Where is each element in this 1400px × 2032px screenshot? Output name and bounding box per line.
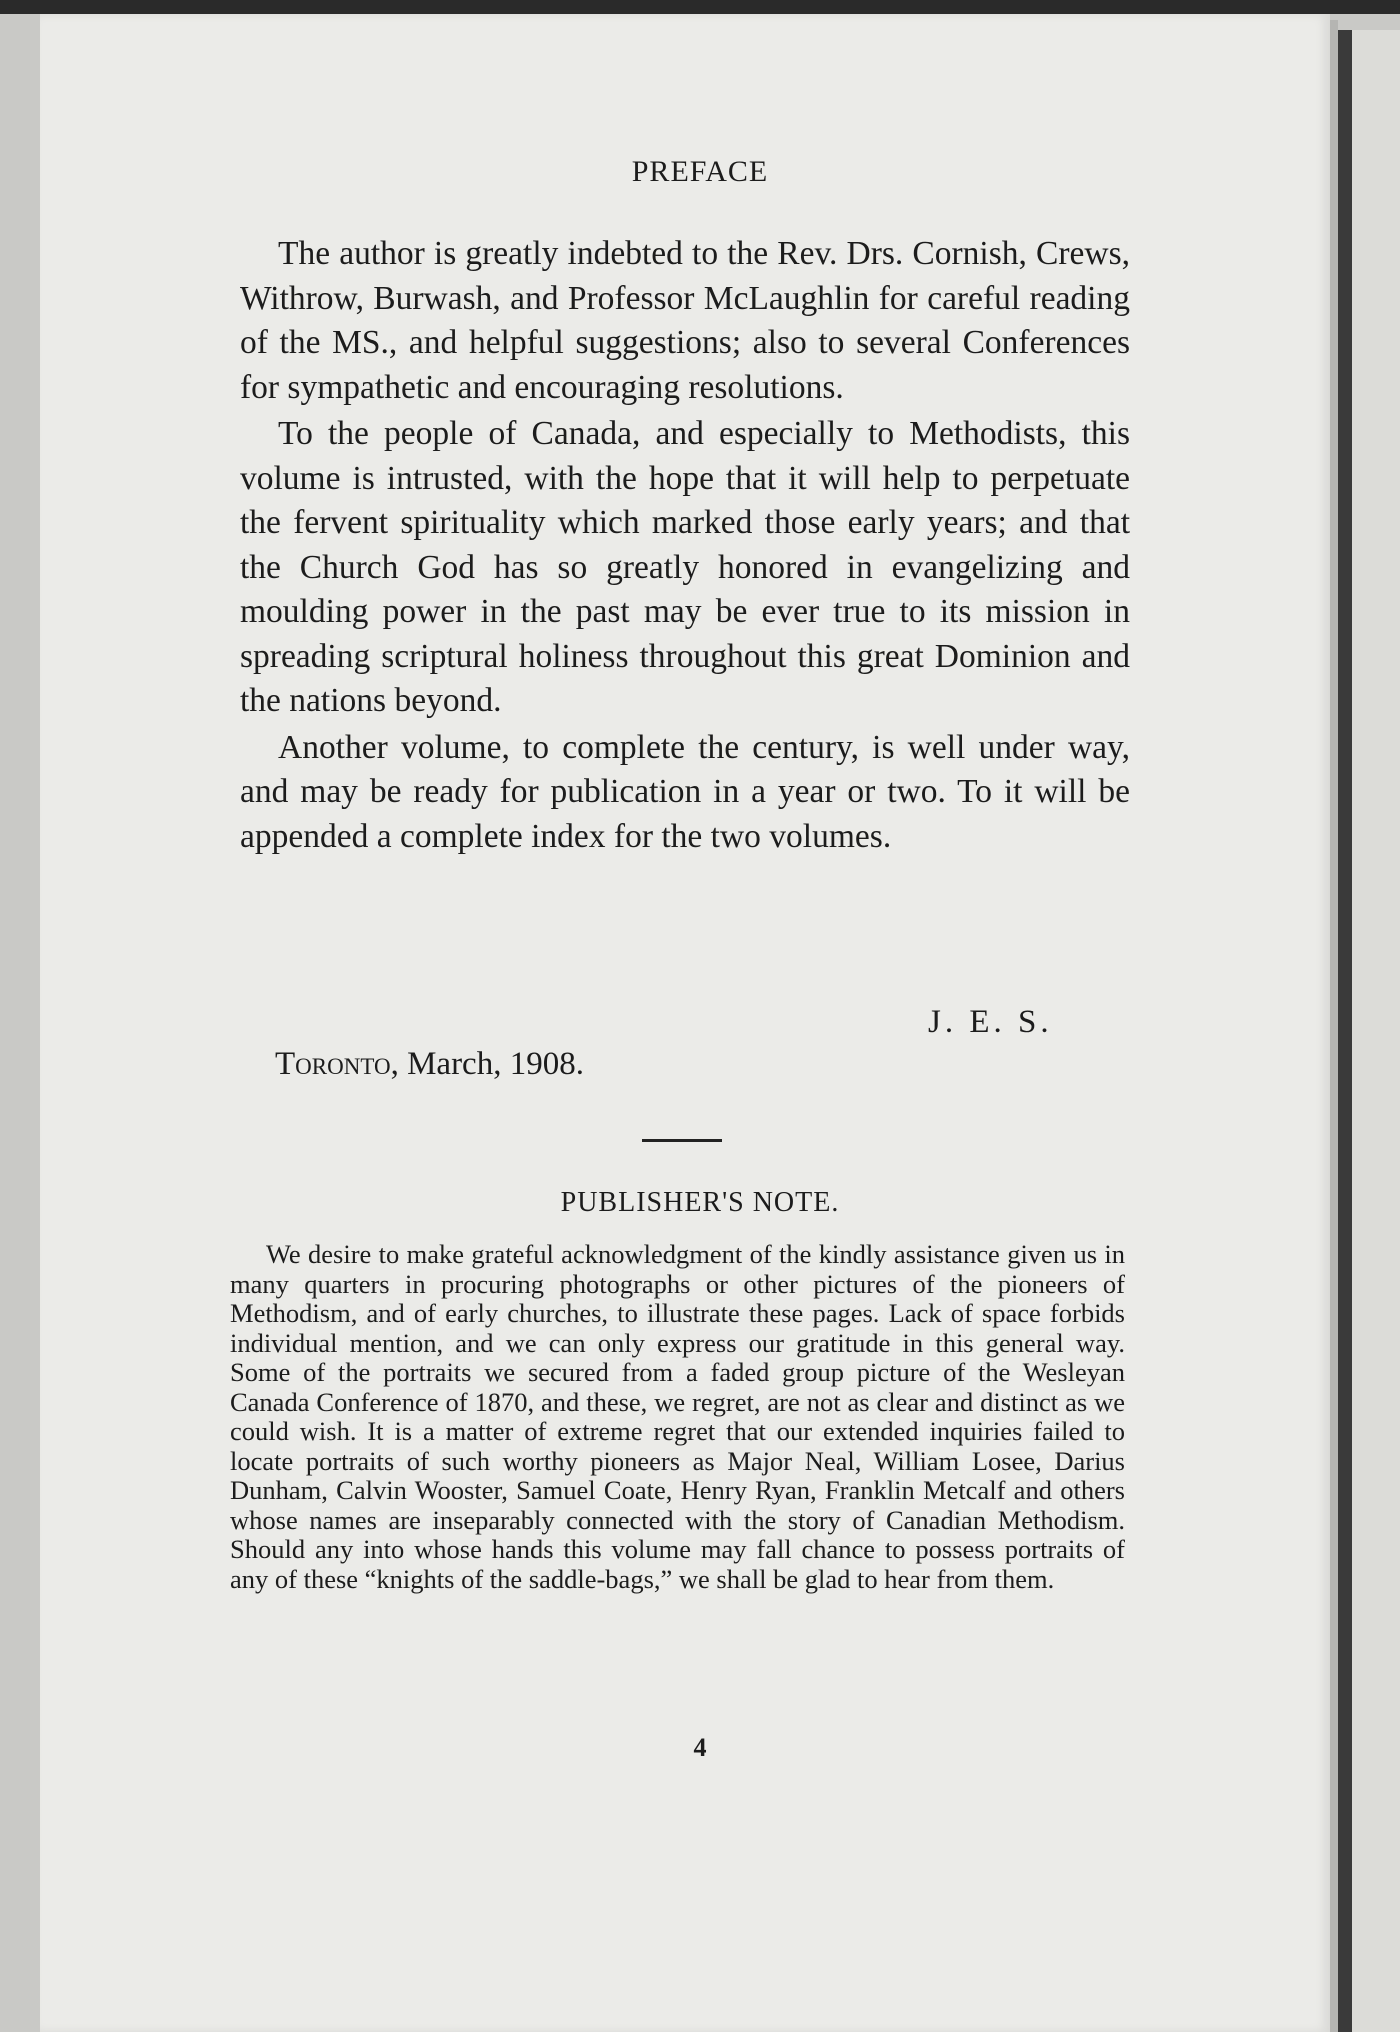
- scan-border-top: [0, 0, 1400, 14]
- publishers-note-paragraph: We desire to make grateful acknowledgment of the kindly assistance given us in many quarters in procuring photographs or other pictures of the pioneers of Methodism, and of early churches, to illustrate these pages. Lack of space forbids individual mention, and we can only express our gratitude in this general way. Some of the portraits we secured from a faded group picture of the Wesleyan Canada Conference of 1870, and these, we regret, are not as clear and distinct as we could wish. It is a matter of extreme regret that our extended inquiries failed to locate portraits of such worthy pioneers as Major Neal, William Losee, Darius Dunham, Calvin Wooster, Samuel Coate, Henry Ryan, Franklin Metcalf and others whose names are inseparably connected with the story of Canadian Methodism. Should any into whose hands this volume may fall chance to possess portraits of any of these “knights of the saddle-bags,” we shall be glad to hear from them.: [230, 1239, 1125, 1594]
- preface-body: [240, 232, 1130, 861]
- book-spine-shadow: [1338, 30, 1352, 2032]
- author-signature: J. E. S.: [928, 1004, 1053, 1040]
- publishers-note-heading: PUBLISHER'S NOTE.: [560, 1187, 840, 1218]
- place-name: Toronto,: [275, 1046, 399, 1082]
- page-edge: [1330, 20, 1338, 2032]
- place-date-line: [275, 1046, 584, 1083]
- preface-heading: PREFACE: [631, 155, 769, 188]
- publishers-note-body: [230, 1240, 1125, 1594]
- preface-paragraph-3: Another volume, to complete the century, is well under way, and may be ready for publication in a year or two. To it will be appended a complete index for the two volumes.: [240, 728, 1130, 855]
- page-number: 4: [693, 1733, 707, 1762]
- preface-paragraph-2: To the people of Canada, and especially to Methodists, this volume is intrusted, with the hope that it will help to perpetuate the fervent spirituality which marked those early years; and that the Church God has so greatly honored in evangelizing and moulding power in the past may be ever true to its mission in spreading scriptural holiness throughout this great Dominion and the nations beyond.: [240, 415, 1130, 719]
- preface-paragraph-1: The author is greatly indebted to the Rev. Drs. Cornish, Crews, Withrow, Burwash, and Professor McLaughlin for careful reading of the MS., and helpful suggestions; also to several Conferences for sympathetic and encouraging resolutions.: [240, 235, 1130, 406]
- section-divider: [642, 1139, 722, 1142]
- date-text: March, 1908.: [407, 1046, 584, 1082]
